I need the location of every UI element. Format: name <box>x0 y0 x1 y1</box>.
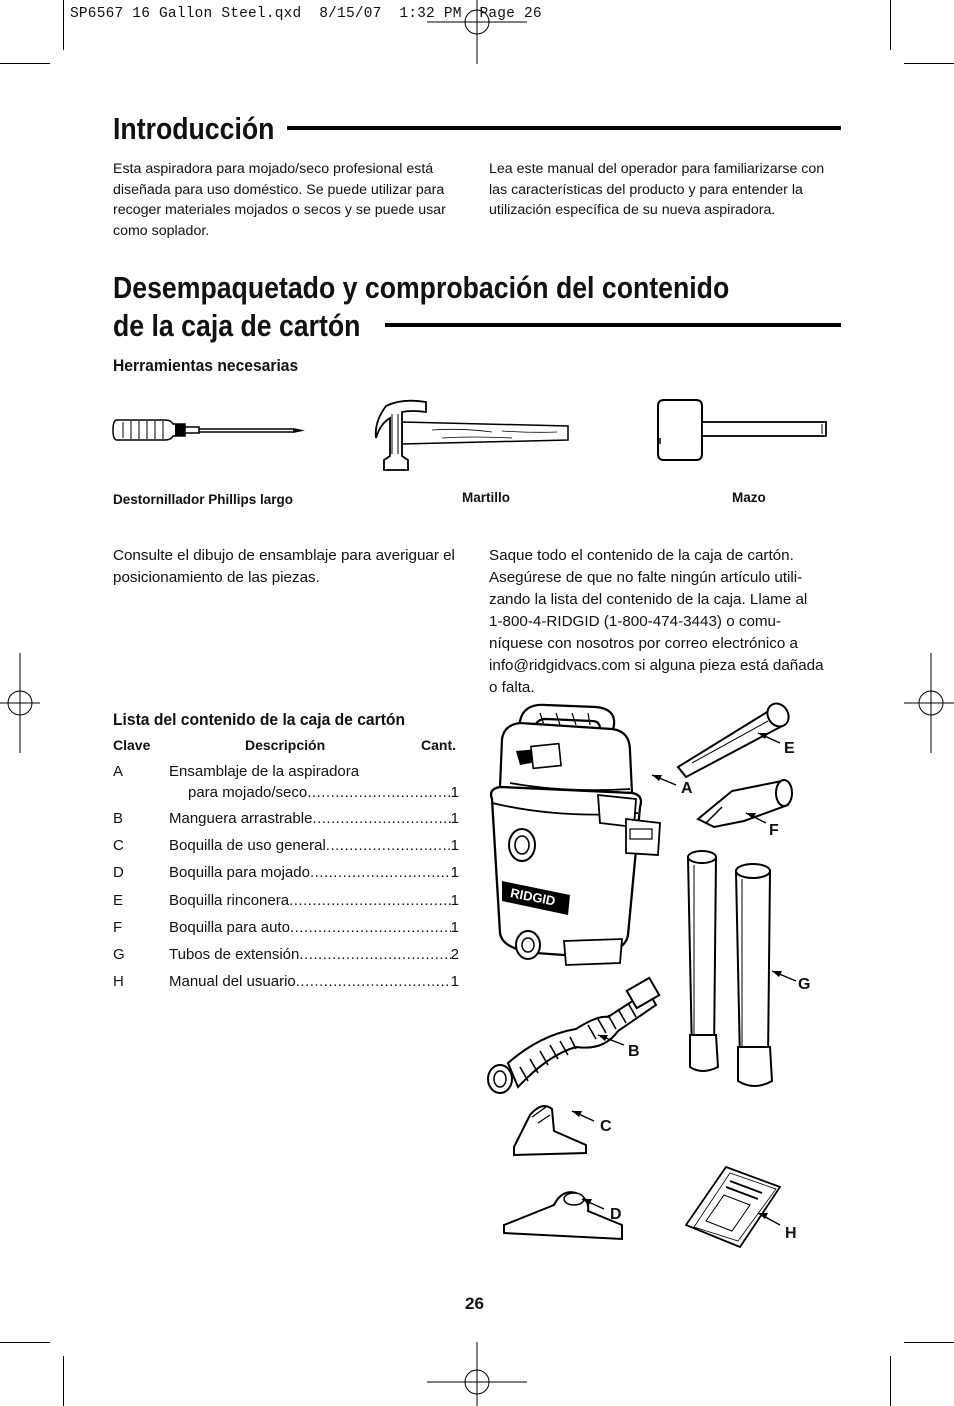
crop-mark <box>0 1342 50 1343</box>
car-nozzle-icon <box>698 780 792 827</box>
tool-caption-screwdriver: Destornillador Phillips largo <box>113 492 294 507</box>
intro-right-paragraph: Lea este manual del operador para familiarizarse con las características del producto y para entender la utilización específica de su nueva aspiradora. <box>489 161 825 218</box>
instruction-line: zando la lista del contenido de la caja. Llame al <box>489 591 808 608</box>
instruction-line: o falta. <box>489 679 535 696</box>
registration-mark-right <box>904 653 954 753</box>
unpack-title-line1: Desempaquetado y comprobación del contenido <box>113 270 730 305</box>
item-key: B <box>113 810 124 827</box>
item-key: A <box>113 763 124 780</box>
item-description: Boquilla para mojado <box>169 864 310 882</box>
diagram-label-a: A <box>681 780 693 797</box>
item-quantity: 1 <box>450 864 459 882</box>
manual-icon <box>686 1167 780 1247</box>
item-quantity: 1 <box>450 810 459 827</box>
instruction-line: 1-800-4-RIDGID (1-800-474-3443) o comu- <box>489 613 782 630</box>
intro-title: Introducción <box>113 111 275 146</box>
list-item <box>113 891 459 913</box>
item-key: C <box>113 837 124 855</box>
list-item <box>113 972 459 994</box>
item-quantity: 2 <box>450 946 459 963</box>
registration-mark-left <box>0 653 40 753</box>
column-header-key: Clave <box>113 737 151 753</box>
item-quantity: 1 <box>450 973 459 991</box>
unpack-instructions <box>489 545 834 699</box>
tool-caption-hammer: Martillo <box>462 490 511 505</box>
item-key: D <box>113 864 124 882</box>
list-item <box>113 762 459 784</box>
instruction-line: info@ridgidvacs.com si alguna pieza está dañada <box>489 657 824 674</box>
diagram-label-c: C <box>600 1118 612 1135</box>
registration-mark-bottom <box>427 1342 527 1406</box>
crop-mark <box>904 63 954 64</box>
list-item <box>113 945 459 967</box>
brand-logo: RIDGID <box>509 885 557 909</box>
list-item <box>113 836 459 858</box>
vacuum-icon <box>491 705 660 965</box>
item-key: H <box>113 973 124 991</box>
crop-mark <box>890 1356 891 1406</box>
item-quantity: 1 <box>450 918 459 936</box>
unpack-title-line2: de la caja de cartón <box>113 308 361 343</box>
title-rule <box>287 126 841 130</box>
item-description: Boquilla de uso general <box>169 837 326 855</box>
item-description: para mojado/seco <box>188 784 308 801</box>
item-quantity: 1 <box>450 891 459 909</box>
list-item <box>113 863 459 885</box>
instruction-line: Saque todo el contenido de la caja de cartón. <box>489 547 794 564</box>
tool-caption-mallet: Mazo <box>732 490 766 505</box>
crop-mark <box>63 0 64 50</box>
item-description: Manguera arrastrable <box>169 810 313 827</box>
item-description: Boquilla rinconera <box>169 891 290 909</box>
mallet-icon <box>656 398 828 462</box>
crop-mark <box>63 1356 64 1406</box>
list-item <box>113 918 459 940</box>
title-rule <box>385 323 841 327</box>
diagram-label-h: H <box>785 1225 797 1242</box>
item-description: Ensamblaje de la aspiradora <box>169 763 360 780</box>
crop-mark <box>904 1342 954 1343</box>
list-item-continuation <box>113 783 459 805</box>
assembly-paragraph: Consulte el dibujo de ensamblaje para averiguar el posicionamiento de las piezas. <box>113 547 455 586</box>
wet-nozzle-icon <box>504 1192 622 1239</box>
list-item <box>113 809 459 831</box>
intro-left-paragraph: Esta aspiradora para mojado/seco profesional está diseñada para uso doméstico. Se puede utilizar para recoger materiales mojados o secos y se puede usar como soplador. <box>113 161 446 239</box>
page-number: 26 <box>465 1294 484 1313</box>
crop-mark <box>890 0 891 50</box>
diagram-label-b: B <box>628 1043 640 1060</box>
item-description: Tubos de extensión <box>169 946 300 963</box>
item-description: Boquilla para auto <box>169 918 290 936</box>
instruction-line: Asegúrese de que no falte ningún artículo utili- <box>489 569 803 586</box>
crevice-tool-icon <box>678 700 793 777</box>
tools-heading: Herramientas necesarias <box>113 356 299 375</box>
extension-tubes-icon <box>688 851 772 1086</box>
hose-icon <box>488 978 659 1093</box>
print-slug: SP6567 16 Gallon Steel.qxd 8/15/07 1:32 PM Page 26 <box>70 6 542 22</box>
instruction-line: níquese con nosotros por correo electrónico a <box>489 635 798 652</box>
parts-diagram <box>480 695 840 1255</box>
hammer-icon <box>372 398 572 472</box>
diagram-label-d: D <box>610 1206 622 1223</box>
item-quantity: 1 <box>450 837 459 855</box>
item-key: G <box>113 946 125 963</box>
screwdriver-icon <box>113 410 309 450</box>
column-header-description: Descripción <box>245 737 326 753</box>
column-header-quantity: Cant. <box>421 737 456 753</box>
item-quantity: 1 <box>450 784 459 801</box>
contents-heading: Lista del contenido de la caja de cartón <box>113 710 406 729</box>
diagram-label-f: F <box>769 822 779 839</box>
item-description: Manual del usuario <box>169 973 296 991</box>
item-key: E <box>113 891 124 909</box>
item-key: F <box>113 918 123 936</box>
diagram-label-e: E <box>784 740 795 757</box>
diagram-label-g: G <box>798 976 811 993</box>
crop-mark <box>0 63 50 64</box>
